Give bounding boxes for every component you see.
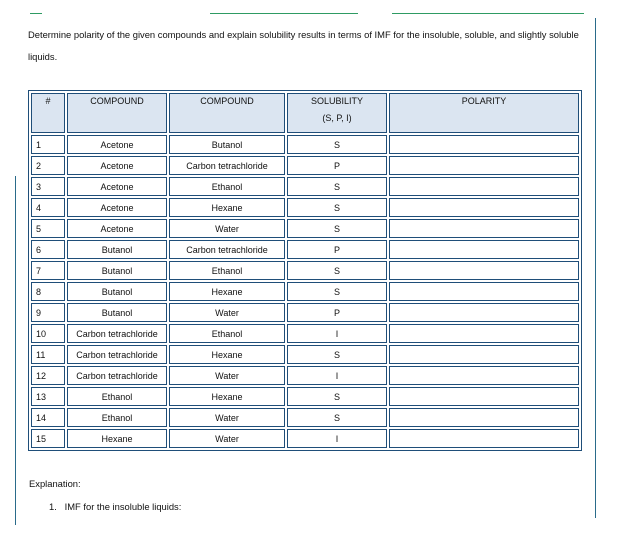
row-number: 5 bbox=[31, 219, 65, 238]
header-number: # bbox=[31, 93, 65, 133]
solubility-cell: P bbox=[287, 303, 387, 322]
header-solubility-sub: (S, P, I) bbox=[322, 113, 352, 123]
solubility-cell: S bbox=[287, 198, 387, 217]
compound-2-cell: Water bbox=[169, 408, 285, 427]
compound-1-cell: Carbon tetrachloride bbox=[67, 345, 167, 364]
header-compound-1: COMPOUND bbox=[67, 93, 167, 133]
compound-1-cell: Butanol bbox=[67, 240, 167, 259]
row-number: 4 bbox=[31, 198, 65, 217]
question-1-label: 1. IMF for the insoluble liquids: bbox=[49, 501, 182, 512]
top-rule-right bbox=[392, 13, 584, 14]
compound-1-cell: Acetone bbox=[67, 156, 167, 175]
compound-2-cell: Butanol bbox=[169, 135, 285, 154]
table-row bbox=[31, 135, 579, 154]
table-row bbox=[31, 366, 579, 385]
polarity-cell[interactable] bbox=[389, 366, 579, 385]
solubility-cell: S bbox=[287, 177, 387, 196]
solubility-cell: S bbox=[287, 345, 387, 364]
polarity-cell[interactable] bbox=[389, 387, 579, 406]
instructions-text: Determine polarity of the given compounds and explain solubility results in terms of IMF for the insoluble, soluble, and slightly soluble liquids. bbox=[28, 29, 579, 62]
solubility-cell: P bbox=[287, 240, 387, 259]
polarity-cell[interactable] bbox=[389, 429, 579, 448]
table-row bbox=[31, 240, 579, 259]
compound-2-cell: Ethanol bbox=[169, 324, 285, 343]
solubility-cell: S bbox=[287, 135, 387, 154]
row-number: 6 bbox=[31, 240, 65, 259]
polarity-cell[interactable] bbox=[389, 135, 579, 154]
solubility-cell: S bbox=[287, 282, 387, 301]
explanation-label: Explanation: bbox=[29, 478, 81, 489]
compound-2-cell: Water bbox=[169, 429, 285, 448]
compound-2-cell: Carbon tetrachloride bbox=[169, 240, 285, 259]
table-row bbox=[31, 303, 579, 322]
compound-2-cell: Water bbox=[169, 219, 285, 238]
row-number: 8 bbox=[31, 282, 65, 301]
table-row bbox=[31, 408, 579, 427]
polarity-cell[interactable] bbox=[389, 282, 579, 301]
polarity-cell[interactable] bbox=[389, 408, 579, 427]
polarity-cell[interactable] bbox=[389, 219, 579, 238]
table-row bbox=[31, 387, 579, 406]
solubility-cell: I bbox=[287, 324, 387, 343]
row-number: 1 bbox=[31, 135, 65, 154]
compound-2-cell: Water bbox=[169, 303, 285, 322]
solubility-cell: S bbox=[287, 387, 387, 406]
header-solubility-label: SOLUBILITY bbox=[310, 96, 364, 106]
polarity-cell[interactable] bbox=[389, 198, 579, 217]
table-header-row bbox=[31, 93, 579, 133]
row-number: 11 bbox=[31, 345, 65, 364]
compound-1-cell: Acetone bbox=[67, 198, 167, 217]
polarity-cell[interactable] bbox=[389, 240, 579, 259]
solubility-cell: S bbox=[287, 408, 387, 427]
row-number: 7 bbox=[31, 261, 65, 280]
header-solubility bbox=[287, 93, 387, 133]
header-compound-2: COMPOUND bbox=[169, 93, 285, 133]
polarity-cell[interactable] bbox=[389, 303, 579, 322]
table-row bbox=[31, 261, 579, 280]
solubility-cell: I bbox=[287, 366, 387, 385]
polarity-cell[interactable] bbox=[389, 261, 579, 280]
compound-1-cell: Butanol bbox=[67, 261, 167, 280]
solubility-table bbox=[28, 90, 582, 451]
row-number: 15 bbox=[31, 429, 65, 448]
row-number: 2 bbox=[31, 156, 65, 175]
solubility-cell: I bbox=[287, 429, 387, 448]
solubility-cell: S bbox=[287, 219, 387, 238]
solubility-cell: S bbox=[287, 261, 387, 280]
compound-1-cell: Acetone bbox=[67, 135, 167, 154]
table-row bbox=[31, 219, 579, 238]
compound-2-cell: Water bbox=[169, 366, 285, 385]
table-row bbox=[31, 282, 579, 301]
row-number: 10 bbox=[31, 324, 65, 343]
polarity-cell[interactable] bbox=[389, 177, 579, 196]
row-number: 12 bbox=[31, 366, 65, 385]
table-row bbox=[31, 198, 579, 217]
compound-2-cell: Hexane bbox=[169, 387, 285, 406]
compound-1-cell: Butanol bbox=[67, 303, 167, 322]
polarity-cell[interactable] bbox=[389, 156, 579, 175]
compound-1-cell: Carbon tetrachloride bbox=[67, 324, 167, 343]
solubility-cell: P bbox=[287, 156, 387, 175]
compound-1-cell: Acetone bbox=[67, 219, 167, 238]
compound-1-cell: Hexane bbox=[67, 429, 167, 448]
row-number: 9 bbox=[31, 303, 65, 322]
top-rule-middle bbox=[210, 13, 358, 14]
compound-1-cell: Acetone bbox=[67, 177, 167, 196]
compound-2-cell: Hexane bbox=[169, 345, 285, 364]
compound-2-cell: Ethanol bbox=[169, 261, 285, 280]
table-row bbox=[31, 429, 579, 448]
left-margin-line bbox=[15, 176, 16, 525]
row-number: 3 bbox=[31, 177, 65, 196]
header-polarity: POLARITY bbox=[389, 93, 579, 133]
compound-1-cell: Ethanol bbox=[67, 408, 167, 427]
row-number: 13 bbox=[31, 387, 65, 406]
compound-1-cell: Ethanol bbox=[67, 387, 167, 406]
table-row bbox=[31, 177, 579, 196]
row-number: 14 bbox=[31, 408, 65, 427]
table-row bbox=[31, 345, 579, 364]
compound-2-cell: Hexane bbox=[169, 282, 285, 301]
right-margin-line bbox=[595, 18, 596, 518]
compound-1-cell: Carbon tetrachloride bbox=[67, 366, 167, 385]
compound-2-cell: Carbon tetrachloride bbox=[169, 156, 285, 175]
compound-2-cell: Ethanol bbox=[169, 177, 285, 196]
polarity-cell[interactable] bbox=[389, 324, 579, 343]
table-row bbox=[31, 156, 579, 175]
compound-2-cell: Hexane bbox=[169, 198, 285, 217]
top-rule-left bbox=[30, 13, 42, 14]
polarity-cell[interactable] bbox=[389, 345, 579, 364]
compound-1-cell: Butanol bbox=[67, 282, 167, 301]
table-row bbox=[31, 324, 579, 343]
